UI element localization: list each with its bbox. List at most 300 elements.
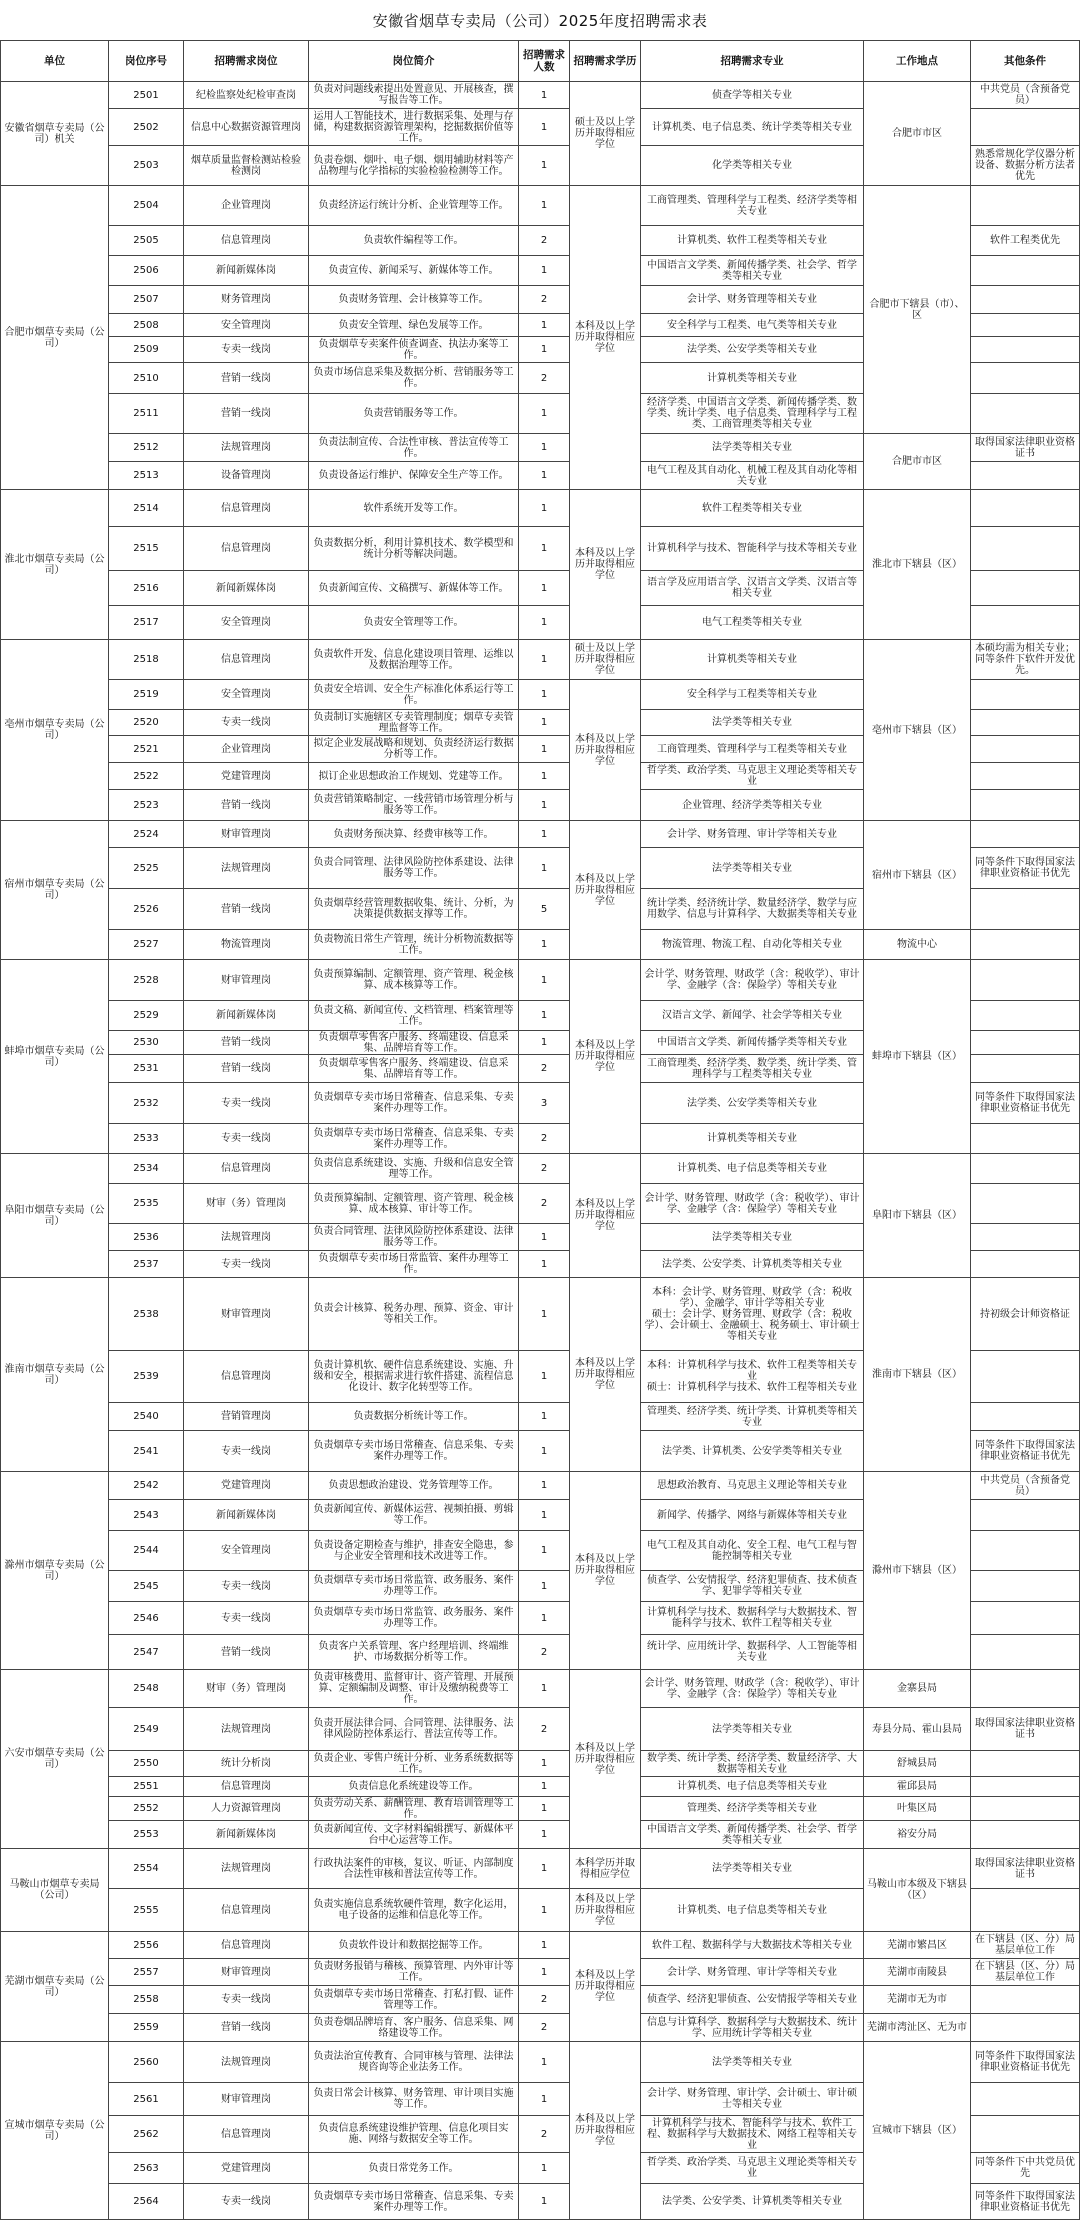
post-intro-cell: 负责数据分析统计等工作。: [309, 1403, 519, 1431]
post-name-cell: 财务管理岗: [184, 286, 309, 314]
post-id-cell: 2552: [109, 1797, 184, 1821]
other-conditions-cell: [971, 1001, 1080, 1031]
major-cell: 思想政治教育、马克思主义理论等相关专业: [641, 1472, 864, 1500]
other-conditions-cell: [971, 1821, 1080, 1849]
post-id-cell: 2545: [109, 1571, 184, 1602]
post-intro-cell: 负责安全培训、安全生产标准化体系运行等工作。: [309, 680, 519, 710]
headcount-cell: 2: [519, 363, 570, 394]
other-conditions-cell: [971, 606, 1080, 640]
other-conditions-cell: 取得国家法律职业资格证书: [971, 434, 1080, 462]
location-cell: 合肥市市区: [864, 82, 971, 186]
headcount-cell: 1: [519, 1571, 570, 1602]
major-cell: 会计学、财务管理等相关专业: [641, 286, 864, 314]
post-name-cell: 信息管理岗: [184, 527, 309, 571]
headcount-cell: 1: [519, 490, 570, 527]
education-cell: 本科及以上学历并取得相应学位: [570, 1889, 641, 1932]
headcount-cell: 1: [519, 2184, 570, 2220]
post-name-cell: 专卖一线岗: [184, 337, 309, 363]
post-id-cell: 2513: [109, 462, 184, 490]
headcount-cell: 1: [519, 606, 570, 640]
post-id-cell: 2536: [109, 1224, 184, 1251]
post-intro-cell: 负责烟草专卖市场日常稽查、信息采集、专卖案件办理等工作。: [309, 2184, 519, 2220]
other-conditions-cell: 中共党员（含预备党员）: [971, 1472, 1080, 1500]
post-intro-cell: 负责信息系统建设、实施、升级和信息安全管理等工作。: [309, 1154, 519, 1184]
headcount-cell: 2: [519, 1184, 570, 1224]
post-id-cell: 2515: [109, 527, 184, 571]
post-id-cell: 2541: [109, 1431, 184, 1472]
post-id-cell: 2537: [109, 1251, 184, 1278]
location-cell: 阜阳市下辖县（区）: [864, 1154, 971, 1278]
major-cell: 法学类等相关专业: [641, 1224, 864, 1251]
headcount-cell: 1: [519, 394, 570, 434]
other-conditions-cell: 同等条件下取得国家法律职业资格证书优先: [971, 1083, 1080, 1124]
post-intro-cell: 负责实施信息系统软硬件管理，数字化运用，电子设备的运维和信息化等工作。: [309, 1889, 519, 1932]
post-intro-cell: 负责审核费用、监督审计、资产管理、开展预算、定额编制及调整、审计及缴纳税费等工作。: [309, 1670, 519, 1708]
major-cell: 物流管理、物流工程、自动化等相关专业: [641, 930, 864, 960]
post-id-cell: 2559: [109, 2014, 184, 2042]
post-id-cell: 2505: [109, 226, 184, 256]
post-name-cell: 财审管理岗: [184, 960, 309, 1001]
post-id-cell: 2548: [109, 1670, 184, 1708]
location-cell: 芜湖市繁昌区: [864, 1932, 971, 1959]
other-conditions-cell: [971, 1251, 1080, 1278]
headcount-cell: 2: [519, 2014, 570, 2042]
headcount-cell: 1: [519, 146, 570, 186]
education-cell: 本科及以上学历并取得相应学位: [570, 1154, 641, 1278]
headcount-cell: 1: [519, 1959, 570, 1986]
education-cell: 本科及以上学历并取得相应学位: [570, 490, 641, 640]
education-cell: 本科及以上学历并取得相应学位: [570, 960, 641, 1154]
other-conditions-cell: 在下辖县（区、分）局基层单位工作: [971, 1932, 1080, 1959]
page-title: 安徽省烟草专卖局（公司）2025年度招聘需求表: [372, 11, 708, 30]
post-id-cell: 2510: [109, 363, 184, 394]
post-intro-cell: 负责会计核算、税务办理、预算、资金、审计等相关工作。: [309, 1278, 519, 1351]
major-cell: 中国语言文学类、新闻传播学类、社会学、哲学类等相关专业: [641, 256, 864, 286]
location-cell: 裕安分局: [864, 1821, 971, 1849]
major-cell: 软件工程、数据科学与大数据技术等相关专业: [641, 1932, 864, 1959]
location-cell: 芜湖市无为市: [864, 1986, 971, 2014]
post-id-cell: 2530: [109, 1031, 184, 1055]
headcount-cell: 2: [519, 1708, 570, 1751]
post-intro-cell: 负责烟草专卖市场日常稽查、信息采集、专卖案件办理等工作。: [309, 1431, 519, 1472]
post-name-cell: 信息管理岗: [184, 1889, 309, 1932]
headcount-cell: 1: [519, 848, 570, 889]
other-conditions-cell: [971, 337, 1080, 363]
unit-cell: 淮南市烟草专卖局（公司）: [1, 1278, 109, 1472]
major-cell: 哲学类、政治学类、马克思主义理论类等相关专业: [641, 763, 864, 790]
post-name-cell: 财审管理岗: [184, 2083, 309, 2116]
major-cell: 本科：计算机科学与技术、软件工程类等相关专业 硕士：计算机科学与技术、软件工程等相关专业: [641, 1351, 864, 1403]
location-cell: 宿州市下辖县（区）: [864, 821, 971, 930]
education-cell: 硕士及以上学历并取得相应学位: [570, 640, 641, 680]
major-cell: 中国语言文学类、新闻传播学类、社会学、哲学类等相关专业: [641, 1821, 864, 1849]
post-name-cell: 安全管理岗: [184, 1531, 309, 1571]
major-cell: 工商管理类、管理科学与工程类、经济学类等相关专业: [641, 186, 864, 226]
major-cell: 法学类、公安学类、计算机类等相关专业: [641, 1251, 864, 1278]
post-id-cell: 2544: [109, 1531, 184, 1571]
post-intro-cell: 负责文稿、新闻宣传、文档管理、档案管理等工作。: [309, 1001, 519, 1031]
post-name-cell: 法规管理岗: [184, 1849, 309, 1889]
post-name-cell: 营销一线岗: [184, 1031, 309, 1055]
other-conditions-cell: [971, 1403, 1080, 1431]
location-cell: 舒城县局: [864, 1751, 971, 1777]
headcount-cell: 1: [519, 109, 570, 146]
major-cell: 计算机类、电子信息类等相关专业: [641, 1154, 864, 1184]
post-name-cell: 信息中心数据资源管理岗: [184, 109, 309, 146]
other-conditions-cell: 持初级会计师资格证: [971, 1278, 1080, 1351]
headcount-cell: 1: [519, 1251, 570, 1278]
other-conditions-cell: [971, 1751, 1080, 1777]
post-name-cell: 财审（务）管理岗: [184, 1184, 309, 1224]
post-intro-cell: 负责数据分析，利用计算机技术、数学模型和统计分析等解决问题。: [309, 527, 519, 571]
headcount-cell: 1: [519, 1278, 570, 1351]
post-id-cell: 2555: [109, 1889, 184, 1932]
education-cell: 硕士及以上学历并取得相应学位: [570, 82, 641, 186]
education-cell: 本科及以上学历并取得相应学位: [570, 821, 641, 960]
post-intro-cell: 负责新闻宣传、文字材料编辑撰写、新媒体平台中心运营等工作。: [309, 1821, 519, 1849]
major-cell: 法学类等相关专业: [641, 710, 864, 736]
post-intro-cell: 负责软件开发、信息化建设项目管理、运维以及数据治理等工作。: [309, 640, 519, 680]
headcount-cell: 1: [519, 1849, 570, 1889]
major-cell: 法学类等相关专业: [641, 434, 864, 462]
post-id-cell: 2528: [109, 960, 184, 1001]
major-cell: 侦查学、经济犯罪侦查、公安情报学等相关专业: [641, 1986, 864, 2014]
headcount-cell: 1: [519, 1351, 570, 1403]
post-id-cell: 2529: [109, 1001, 184, 1031]
other-conditions-cell: [971, 490, 1080, 527]
header-location: 工作地点: [864, 41, 971, 82]
other-conditions-cell: [971, 2083, 1080, 2116]
education-cell: 本科及以上学历并取得相应学位: [570, 1278, 641, 1472]
post-id-cell: 2517: [109, 606, 184, 640]
other-conditions-cell: [971, 256, 1080, 286]
post-name-cell: 法规管理岗: [184, 2042, 309, 2083]
headcount-cell: 1: [519, 1472, 570, 1500]
headcount-cell: 1: [519, 186, 570, 226]
post-id-cell: 2509: [109, 337, 184, 363]
unit-cell: 滁州市烟草专卖局（公司）: [1, 1472, 109, 1670]
unit-cell: 亳州市烟草专卖局（公司）: [1, 640, 109, 821]
location-cell: 淮南市下辖县（区）: [864, 1278, 971, 1472]
post-id-cell: 2531: [109, 1055, 184, 1083]
major-cell: 法学类、公安学类等相关专业: [641, 1083, 864, 1124]
post-intro-cell: 负责劳动关系、薪酬管理、教育培训管理等工作。: [309, 1797, 519, 1821]
headcount-cell: 3: [519, 1083, 570, 1124]
post-id-cell: 2554: [109, 1849, 184, 1889]
post-intro-cell: 负责客户关系管理、客户经理培训、终端维护、市场数据分析等工作。: [309, 1635, 519, 1670]
unit-cell: 蚌埠市烟草专卖局（公司）: [1, 960, 109, 1154]
other-conditions-cell: 熟悉常规化学仪器分析设备、数据分析方法者优先: [971, 146, 1080, 186]
post-intro-cell: 负责设备运行维护、保障安全生产等工作。: [309, 462, 519, 490]
unit-cell: 合肥市烟草专卖局（公司）: [1, 186, 109, 490]
post-id-cell: 2523: [109, 790, 184, 821]
post-intro-cell: 负责安全管理、绿色发展等工作。: [309, 314, 519, 337]
post-id-cell: 2526: [109, 889, 184, 930]
post-intro-cell: 负责卷烟、烟叶、电子烟、烟用辅助材料等产品物理与化学指标的实验检验检测等工作。: [309, 146, 519, 186]
headcount-cell: 1: [519, 256, 570, 286]
post-intro-cell: 负责烟草专卖案件侦查调查、执法办案等工作。: [309, 337, 519, 363]
post-id-cell: 2556: [109, 1932, 184, 1959]
location-cell: 寿县分局、霍山县局: [864, 1708, 971, 1751]
post-intro-cell: 负责烟草专卖市场日常稽查、打私打假、证件管理等工作。: [309, 1986, 519, 2014]
other-conditions-cell: 同等条件下取得国家法律职业资格证书优先: [971, 848, 1080, 889]
unit-cell: 马鞍山市烟草专卖局（公司）: [1, 1849, 109, 1932]
post-id-cell: 2560: [109, 2042, 184, 2083]
location-cell: 芜湖市湾沚区、无为市: [864, 2014, 971, 2042]
post-id-cell: 2557: [109, 1959, 184, 1986]
post-intro-cell: 负责烟草专卖市场日常监管、政务服务、案件办理等工作。: [309, 1602, 519, 1635]
post-intro-cell: 负责法治宣传教育、合同审核与管理、法律法规咨询等企业法务工作。: [309, 2042, 519, 2083]
major-cell: 会计学、财务管理、财政学（含：税收学）、审计学、金融学（含：保险学）等相关专业: [641, 1670, 864, 1708]
post-intro-cell: 负责预算编制、定额管理、资产管理、税金核算、成本核算等工作。: [309, 960, 519, 1001]
post-id-cell: 2522: [109, 763, 184, 790]
post-id-cell: 2542: [109, 1472, 184, 1500]
post-intro-cell: 负责合同管理、法律风险防控体系建设、法律服务等工作。: [309, 1224, 519, 1251]
unit-cell: 宣城市烟草专卖局（公司）: [1, 2042, 109, 2220]
other-conditions-cell: [971, 1351, 1080, 1403]
post-name-cell: 信息管理岗: [184, 2116, 309, 2153]
post-intro-cell: 负责对问题线索提出处置意见、开展核查，撰写报告等工作。: [309, 82, 519, 109]
headcount-cell: 1: [519, 1031, 570, 1055]
header-major: 招聘需求专业: [641, 41, 864, 82]
post-name-cell: 信息管理岗: [184, 1932, 309, 1959]
post-intro-cell: 软件系统开发等工作。: [309, 490, 519, 527]
post-intro-cell: 负责思想政治建设、党务管理等工作。: [309, 1472, 519, 1500]
major-cell: 计算机类、电子信息类、统计学类等相关专业: [641, 109, 864, 146]
post-intro-cell: 负责烟草零售客户服务、终端建设、信息采集、品牌培育等工作。: [309, 1055, 519, 1083]
headcount-cell: 1: [519, 462, 570, 490]
other-conditions-cell: [971, 930, 1080, 960]
post-id-cell: 2550: [109, 1751, 184, 1777]
post-intro-cell: 负责新闻宣传、文稿撰写、新媒体等工作。: [309, 571, 519, 606]
header-post-intro: 岗位简介: [309, 41, 519, 82]
unit-cell: 芜湖市烟草专卖局（公司）: [1, 1932, 109, 2042]
major-cell: 电气工程类等相关专业: [641, 606, 864, 640]
headcount-cell: 1: [519, 1751, 570, 1777]
post-id-cell: 2534: [109, 1154, 184, 1184]
post-id-cell: 2502: [109, 109, 184, 146]
headcount-cell: 1: [519, 1431, 570, 1472]
location-cell: 淮北市下辖县（区）: [864, 490, 971, 640]
post-name-cell: 专卖一线岗: [184, 1602, 309, 1635]
headcount-cell: 1: [519, 2042, 570, 2083]
headcount-cell: 1: [519, 1500, 570, 1531]
post-name-cell: 专卖一线岗: [184, 1083, 309, 1124]
other-conditions-cell: [971, 462, 1080, 490]
major-cell: 中国语言文学类、新闻传播学类等相关专业: [641, 1031, 864, 1055]
location-cell: 宣城市下辖县（区）: [864, 2042, 971, 2220]
post-name-cell: 新闻新媒体岗: [184, 256, 309, 286]
major-cell: 法学类等相关专业: [641, 1849, 864, 1889]
other-conditions-cell: [971, 1602, 1080, 1635]
other-conditions-cell: 中共党员（含预备党员）: [971, 82, 1080, 109]
headcount-cell: 1: [519, 930, 570, 960]
header-post-name: 招聘需求岗位: [184, 41, 309, 82]
location-cell: 亳州市下辖县（区）: [864, 640, 971, 821]
major-cell: 化学类等相关专业: [641, 146, 864, 186]
post-name-cell: 财审管理岗: [184, 821, 309, 848]
post-intro-cell: 负责信息系统建设维护管理、信息化项目实施、网络与数据安全等工作。: [309, 2116, 519, 2153]
post-name-cell: 营销一线岗: [184, 790, 309, 821]
other-conditions-cell: 取得国家法律职业资格证书: [971, 1708, 1080, 1751]
post-name-cell: 安全管理岗: [184, 680, 309, 710]
post-intro-cell: 负责财务报销与稽核、预算管理、内外审计等工作。: [309, 1959, 519, 1986]
post-intro-cell: 负责烟草专卖市场日常监管、案件办理等工作。: [309, 1251, 519, 1278]
post-name-cell: 专卖一线岗: [184, 1571, 309, 1602]
headcount-cell: 1: [519, 1670, 570, 1708]
other-conditions-cell: [971, 736, 1080, 763]
other-conditions-cell: [971, 1500, 1080, 1531]
major-cell: 软件工程类等相关专业: [641, 490, 864, 527]
post-id-cell: 2549: [109, 1708, 184, 1751]
post-id-cell: 2553: [109, 1821, 184, 1849]
headcount-cell: 2: [519, 286, 570, 314]
location-cell: 滁州市下辖县（区）: [864, 1472, 971, 1670]
post-intro-cell: 负责制订实施辖区专卖管理制度；烟草专卖管理监督等工作。: [309, 710, 519, 736]
post-intro-cell: 负责烟草专卖市场日常监管、政务服务、案件办理等工作。: [309, 1571, 519, 1602]
post-intro-cell: 负责软件设计和数据挖掘等工作。: [309, 1932, 519, 1959]
location-cell: 金寨县局: [864, 1670, 971, 1708]
major-cell: 语言学及应用语言学、汉语言文学类、汉语言等相关专业: [641, 571, 864, 606]
location-cell: 霍邱县局: [864, 1777, 971, 1797]
major-cell: 计算机类等相关专业: [641, 363, 864, 394]
other-conditions-cell: [971, 1184, 1080, 1224]
post-name-cell: 营销一线岗: [184, 1055, 309, 1083]
header-unit: 单位: [1, 41, 109, 82]
other-conditions-cell: [971, 889, 1080, 930]
post-id-cell: 2524: [109, 821, 184, 848]
post-name-cell: 企业管理岗: [184, 186, 309, 226]
post-id-cell: 2558: [109, 1986, 184, 2014]
major-cell: 经济学类、中国语言文学类、新闻传播学类、数学类、统计学类、电子信息类、管理科学与工程类、工商管理类等相关专业: [641, 394, 864, 434]
headcount-cell: 5: [519, 889, 570, 930]
post-name-cell: 法规管理岗: [184, 434, 309, 462]
headcount-cell: 1: [519, 527, 570, 571]
post-name-cell: 信息管理岗: [184, 490, 309, 527]
other-conditions-cell: [971, 680, 1080, 710]
post-name-cell: 信息管理岗: [184, 1154, 309, 1184]
post-name-cell: 企业管理岗: [184, 736, 309, 763]
major-cell: 法学类、公安学类、计算机类等相关专业: [641, 2184, 864, 2220]
post-intro-cell: 负责信息化系统建设等工作。: [309, 1777, 519, 1797]
post-intro-cell: 负责企业、零售户统计分析、业务系统数据等工作。: [309, 1751, 519, 1777]
post-intro-cell: 负责烟草专卖市场日常稽查、信息采集、专卖案件办理等工作。: [309, 1124, 519, 1154]
headcount-cell: 2: [519, 2116, 570, 2153]
other-conditions-cell: [971, 1224, 1080, 1251]
other-conditions-cell: [971, 1986, 1080, 2014]
other-conditions-cell: [971, 1670, 1080, 1708]
education-cell: 本科及以上学历并取得相应学位: [570, 1472, 641, 1670]
other-conditions-cell: [971, 763, 1080, 790]
post-name-cell: 营销一线岗: [184, 2014, 309, 2042]
post-id-cell: 2501: [109, 82, 184, 109]
major-cell: 法学类等相关专业: [641, 848, 864, 889]
headcount-cell: 1: [519, 1001, 570, 1031]
major-cell: 会计学、财务管理、财政学（含：税收学）、审计学、金融学（含：保险学）等相关专业: [641, 1184, 864, 1224]
other-conditions-cell: [971, 1797, 1080, 1821]
headcount-cell: 1: [519, 960, 570, 1001]
post-name-cell: 营销一线岗: [184, 1635, 309, 1670]
post-intro-cell: 行政执法案件的审核，复议、听证、内部制度合法性审核和普法宣传等工作。: [309, 1849, 519, 1889]
location-cell: 物流中心: [864, 930, 971, 960]
other-conditions-cell: [971, 186, 1080, 226]
major-cell: 管理类、经济学类等相关专业: [641, 1797, 864, 1821]
post-name-cell: 党建管理岗: [184, 2153, 309, 2184]
post-name-cell: 营销一线岗: [184, 394, 309, 434]
headcount-cell: 1: [519, 1777, 570, 1797]
post-intro-cell: 拟订企业思想政治工作规划、党建等工作。: [309, 763, 519, 790]
major-cell: 汉语言文学、新闻学、社会学等相关专业: [641, 1001, 864, 1031]
other-conditions-cell: [971, 363, 1080, 394]
major-cell: 企业管理、经济学类等相关专业: [641, 790, 864, 821]
post-id-cell: 2518: [109, 640, 184, 680]
other-conditions-cell: 同等条件下取得国家法律职业资格证书优先: [971, 1431, 1080, 1472]
major-cell: 电气工程及其自动化、安全工程、电气工程与智能控制等相关专业: [641, 1531, 864, 1571]
post-name-cell: 营销一线岗: [184, 363, 309, 394]
major-cell: 法学类、公安学类等相关专业: [641, 337, 864, 363]
headcount-cell: 2: [519, 226, 570, 256]
post-name-cell: 法规管理岗: [184, 1224, 309, 1251]
post-name-cell: 信息管理岗: [184, 1777, 309, 1797]
location-cell: 合肥市下辖县（市）、区: [864, 186, 971, 434]
unit-cell: 淮北市烟草专卖局（公司）: [1, 490, 109, 640]
post-name-cell: 新闻新媒体岗: [184, 1500, 309, 1531]
post-intro-cell: 拟定企业发展战略和规划、负责经济运行数据分析等工作。: [309, 736, 519, 763]
major-cell: 计算机类等相关专业: [641, 1124, 864, 1154]
unit-cell: 安徽省烟草专卖局（公司）机关: [1, 82, 109, 186]
headcount-cell: 1: [519, 571, 570, 606]
headcount-cell: 1: [519, 1889, 570, 1932]
post-id-cell: 2525: [109, 848, 184, 889]
other-conditions-cell: 在下辖县（区、分）局基层单位工作: [971, 1959, 1080, 1986]
education-cell: 本科及以上学历并取得相应学位: [570, 186, 641, 490]
other-conditions-cell: [971, 790, 1080, 821]
post-intro-cell: 负责新闻宣传、新媒体运营、视频拍摄、剪辑等工作。: [309, 1500, 519, 1531]
headcount-cell: 1: [519, 1531, 570, 1571]
post-name-cell: 专卖一线岗: [184, 2184, 309, 2220]
post-name-cell: 安全管理岗: [184, 314, 309, 337]
other-conditions-cell: [971, 527, 1080, 571]
post-id-cell: 2543: [109, 1500, 184, 1531]
location-cell: 蚌埠市下辖县（区）: [864, 960, 971, 1154]
post-id-cell: 2504: [109, 186, 184, 226]
headcount-cell: 1: [519, 2083, 570, 2116]
post-id-cell: 2551: [109, 1777, 184, 1797]
headcount-cell: 1: [519, 82, 570, 109]
post-name-cell: 专卖一线岗: [184, 710, 309, 736]
other-conditions-cell: [971, 1777, 1080, 1797]
major-cell: 工商管理类、经济学类、数学类、统计学类、管理科学与工程类等相关专业: [641, 1055, 864, 1083]
post-id-cell: 2539: [109, 1351, 184, 1403]
post-name-cell: 新闻新媒体岗: [184, 1001, 309, 1031]
other-conditions-cell: [971, 286, 1080, 314]
major-cell: 计算机类、软件工程类等相关专业: [641, 226, 864, 256]
headcount-cell: 1: [519, 337, 570, 363]
other-conditions-cell: [971, 821, 1080, 848]
post-name-cell: 营销一线岗: [184, 889, 309, 930]
post-id-cell: 2540: [109, 1403, 184, 1431]
header-other-conditions: 其他条件: [971, 41, 1080, 82]
post-id-cell: 2527: [109, 930, 184, 960]
post-name-cell: 专卖一线岗: [184, 1431, 309, 1472]
post-id-cell: 2521: [109, 736, 184, 763]
post-intro-cell: 负责法制宣传、合法性审核、普法宣传等工作。: [309, 434, 519, 462]
headcount-cell: 1: [519, 1602, 570, 1635]
post-intro-cell: 负责日常会计核算、财务管理、审计项目实施等工作。: [309, 2083, 519, 2116]
post-id-cell: 2506: [109, 256, 184, 286]
post-intro-cell: 负责烟草专卖市场日常稽查、信息采集、专卖案件办理等工作。: [309, 1083, 519, 1124]
major-cell: 会计学、财务管理、审计学等相关专业: [641, 821, 864, 848]
